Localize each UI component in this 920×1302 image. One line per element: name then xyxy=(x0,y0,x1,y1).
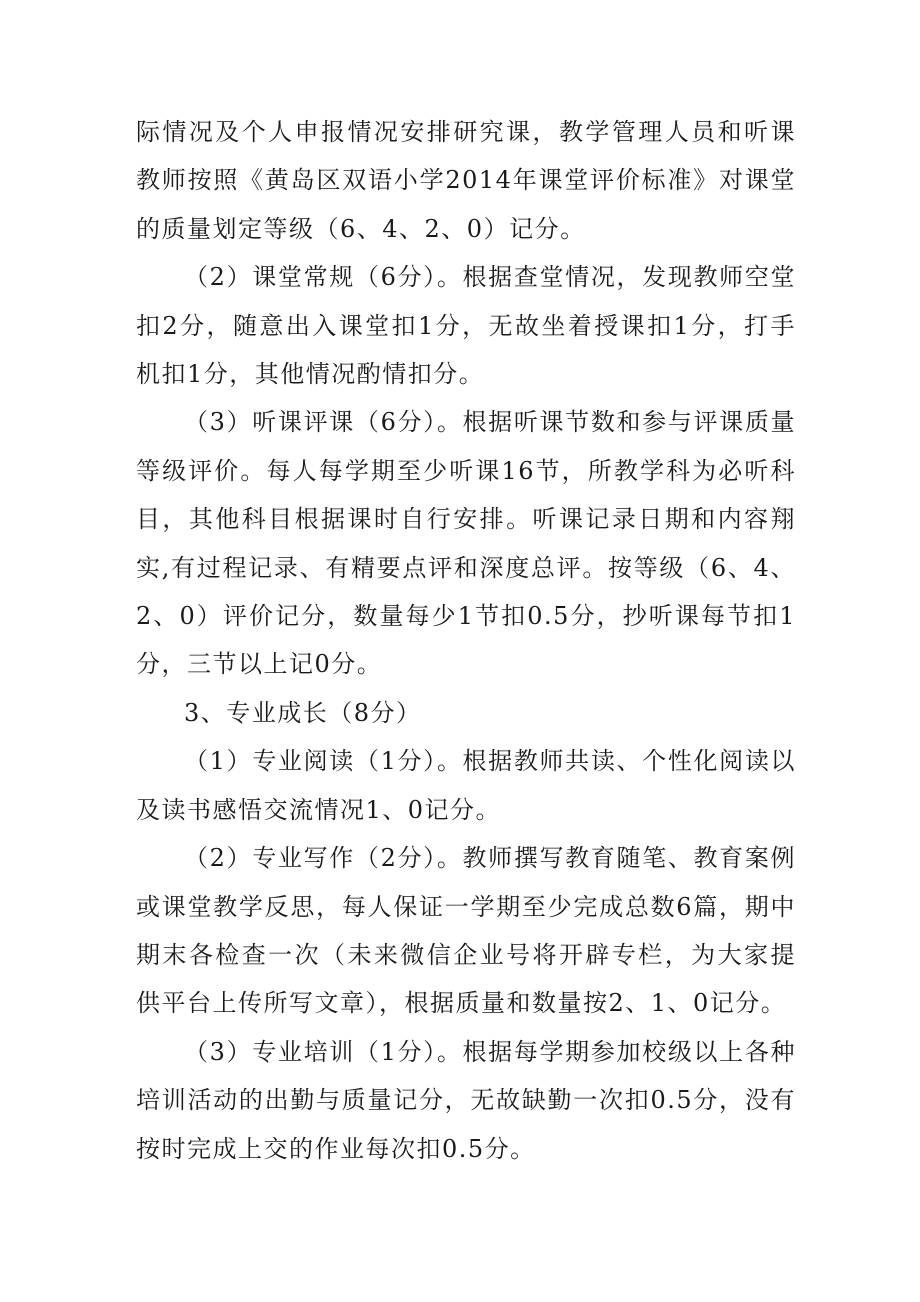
paragraph-classroom-routine: （2）课堂常规（6分）。根据查堂情况，发现教师空堂扣2分，随意出入课堂扣1分，无故坐着授课扣1分，打手机扣1分，其他情况酌情扣分。 xyxy=(136,263,796,389)
paragraph-continuation: 际情况及个人申报情况安排研究课，教学管理人员和听课教师按照《黄岛区双语小学2014年课堂评价标准》对课堂的质量划定等级（6、4、2、0）记分。 xyxy=(136,118,796,243)
section-heading-professional-growth: 3、专业成长（8分） xyxy=(184,698,422,727)
paragraph-lesson-observation: （3）听课评课（6分）。根据听课节数和参与评课质量等级评价。每人每学期至少听课16节，所教学科为必听科目，其他科目根据课时自行安排。听课记录日期和内容翔实,有过程记录、有精要点评和深度总评。按等级（6、4、2、0）评价记分，数量每少1节扣0.5分，抄听课每节扣1分，三节以上记0分。 xyxy=(136,408,796,679)
paragraph-professional-writing: （2）专业写作（2分）。教师撰写教育随笔、教育案例或课堂教学反思，每人保证一学期至少完成总数6篇，期中期末各检查一次（未来微信企业号将开辟专栏，为大家提供平台上传所写文章），根据质量和数量按2、1、0记分。 xyxy=(136,844,796,1018)
document-body xyxy=(136,108,796,1173)
paragraph-professional-training: （3）专业培训（1分）。根据每学期参加校级以上各种培训活动的出勤与质量记分，无故缺勤一次扣0.5分，没有按时完成上交的作业每次扣0.5分。 xyxy=(136,1037,796,1163)
paragraph-professional-reading: （1）专业阅读（1分）。根据教师共读、个性化阅读以及读书感悟交流情况1、0记分。 xyxy=(136,747,796,824)
